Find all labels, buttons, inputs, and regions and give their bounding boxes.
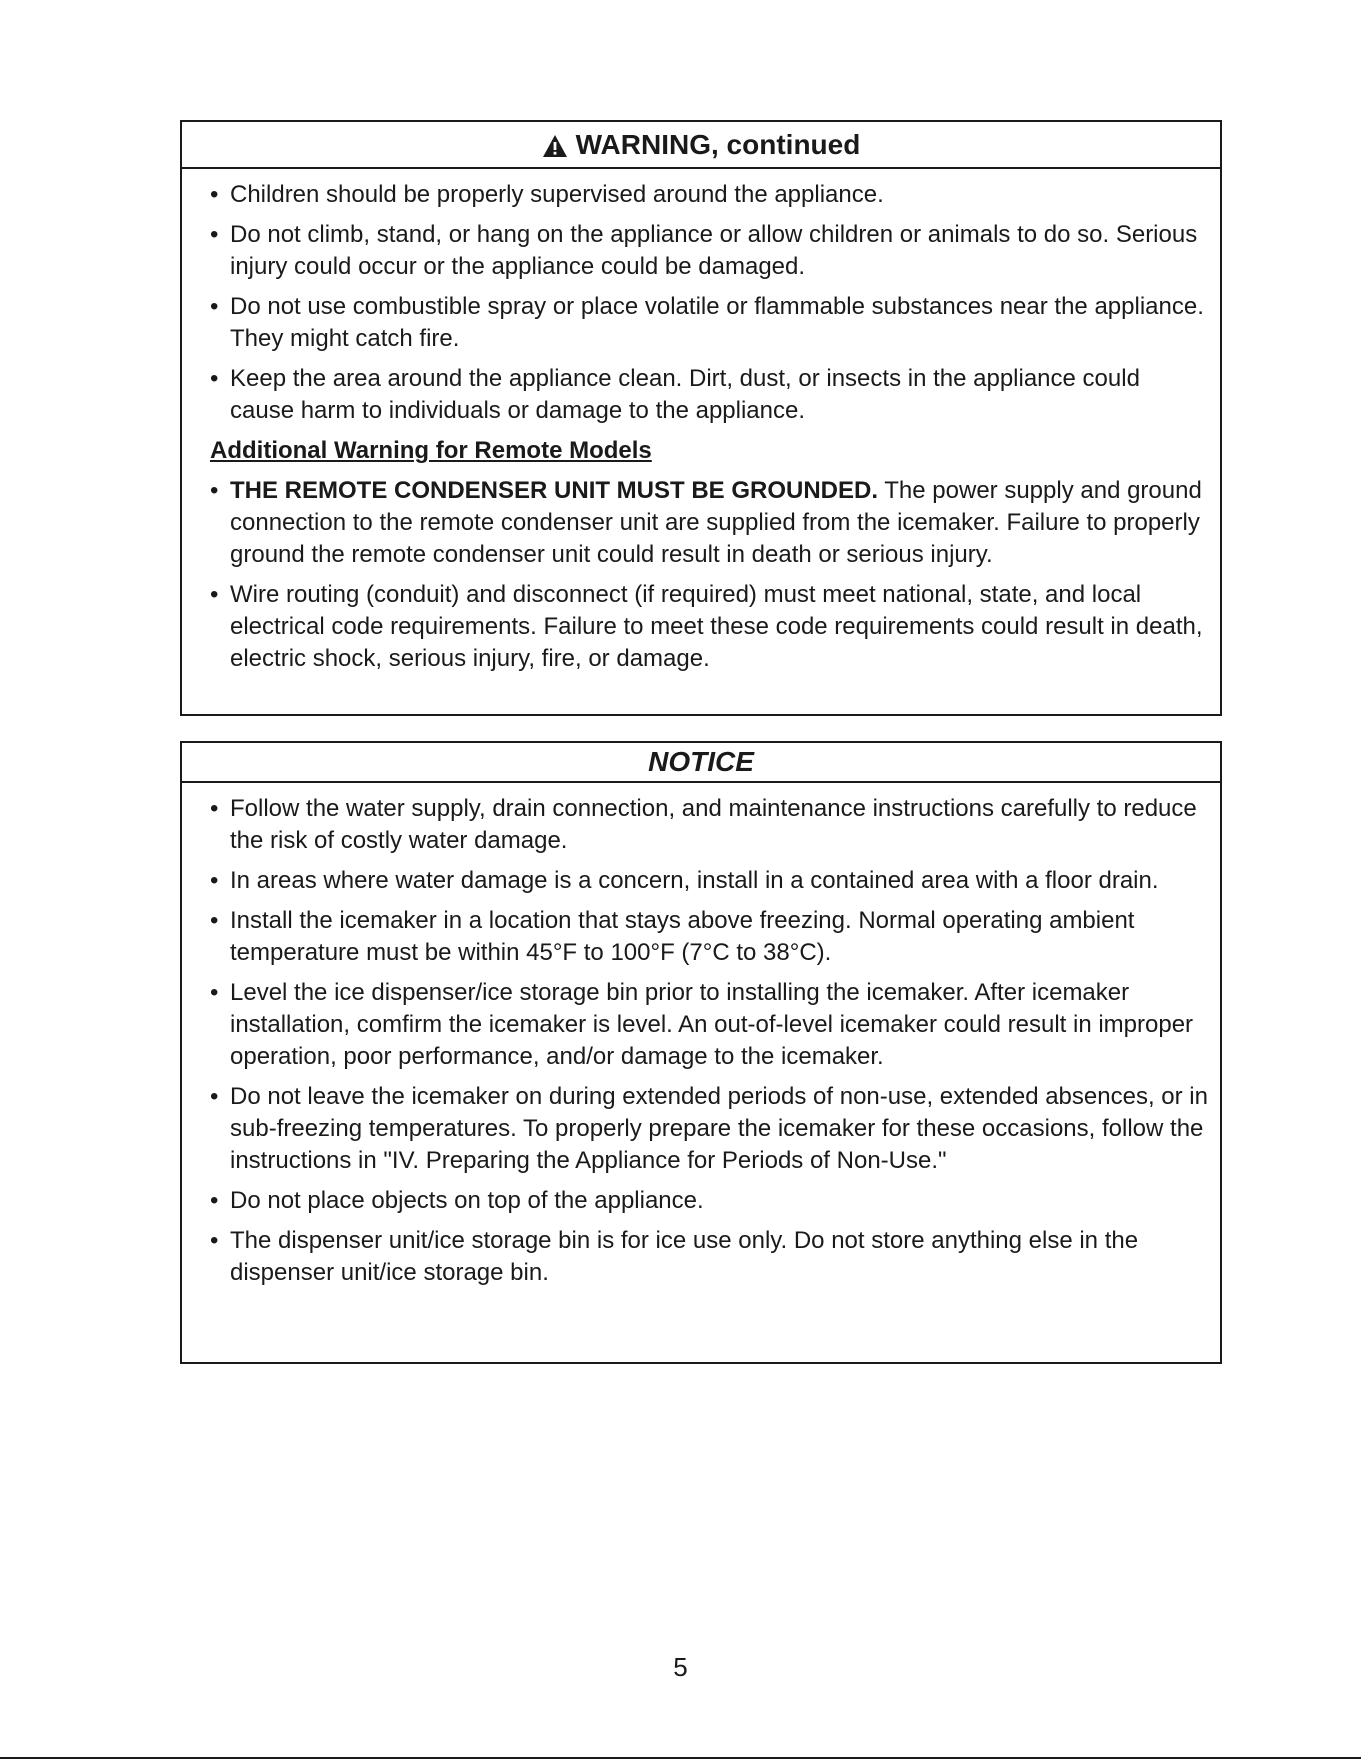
bottom-rule [0, 1757, 1361, 1759]
notice-body [182, 783, 1220, 1289]
notice-header [182, 743, 1220, 783]
list-item: • Keep the area around the appliance clean. Dirt, dust, or insects in the appliance could cause harm to individuals or damage to the appliance. [210, 363, 1210, 427]
warning-triangle-icon [542, 134, 568, 158]
remote-warning-list [210, 475, 1210, 675]
list-item [210, 475, 1210, 571]
list-item: • In areas where water damage is a concern, install in a contained area with a floor drain. [210, 865, 1210, 897]
warning-body [182, 169, 1220, 675]
wire-routing-text: Wire routing (conduit) and disconnect (if required) must meet national, state, and local electrical code requirements. Failure to meet these code requirements could result in death, electric shock, serious injury, fire, or damage. [230, 581, 1203, 672]
notice-list [210, 793, 1210, 1289]
notice-box [180, 741, 1222, 1364]
notice-title: NOTICE [648, 746, 754, 777]
warning-header [182, 122, 1220, 169]
warning-list [210, 179, 1210, 427]
list-item: • The dispenser unit/ice storage bin is for ice use only. Do not store anything else in the dispenser unit/ice storage bin. [210, 1225, 1210, 1289]
remote-models-subheading: Additional Warning for Remote Models [210, 437, 652, 464]
list-item: • Children should be properly supervised around the appliance. [210, 179, 1210, 211]
warning-box [180, 120, 1222, 716]
list-item: • Do not climb, stand, or hang on the appliance or allow children or animals to do so. Serious injury could occur or the appliance could be damaged. [210, 219, 1210, 283]
list-item: • Follow the water supply, drain connection, and maintenance instructions carefully to reduce the risk of costly water damage. [210, 793, 1210, 857]
list-item: • Do not leave the icemaker on during extended periods of non-use, extended absences, or in sub-freezing temperatures. To properly prepare the icemaker for these occasions, follow the instructions in "IV. Preparing the Appliance for Periods of Non-Use." [210, 1081, 1210, 1177]
list-item: • Level the ice dispenser/ice storage bin prior to installing the icemaker. After icemaker installation, comfirm the icemaker is level. An out-of-level icemaker could result in improper operation, poor performance, and/or damage to the icemaker. [210, 977, 1210, 1073]
grounded-warning-text: The power supply and ground connection to the remote condenser unit are supplied from the icemaker. Failure to properly ground the remote condenser unit could result in death or serious injury. [230, 477, 1202, 568]
warning-title: WARNING, continued [575, 128, 861, 160]
page-number: 5 [673, 1652, 688, 1682]
list-item: • Install the icemaker in a location that stays above freezing. Normal operating ambient temperature must be within 45°F to 100°F (7°C to 38°C). [210, 905, 1210, 969]
grounded-warning-lead: THE REMOTE CONDENSER UNIT MUST BE GROUNDED. [230, 477, 879, 504]
list-item [210, 579, 1210, 675]
list-item: • Do not place objects on top of the appliance. [210, 1185, 1210, 1217]
list-item: • Do not use combustible spray or place volatile or flammable substances near the appliance. They might catch fire. [210, 291, 1210, 355]
